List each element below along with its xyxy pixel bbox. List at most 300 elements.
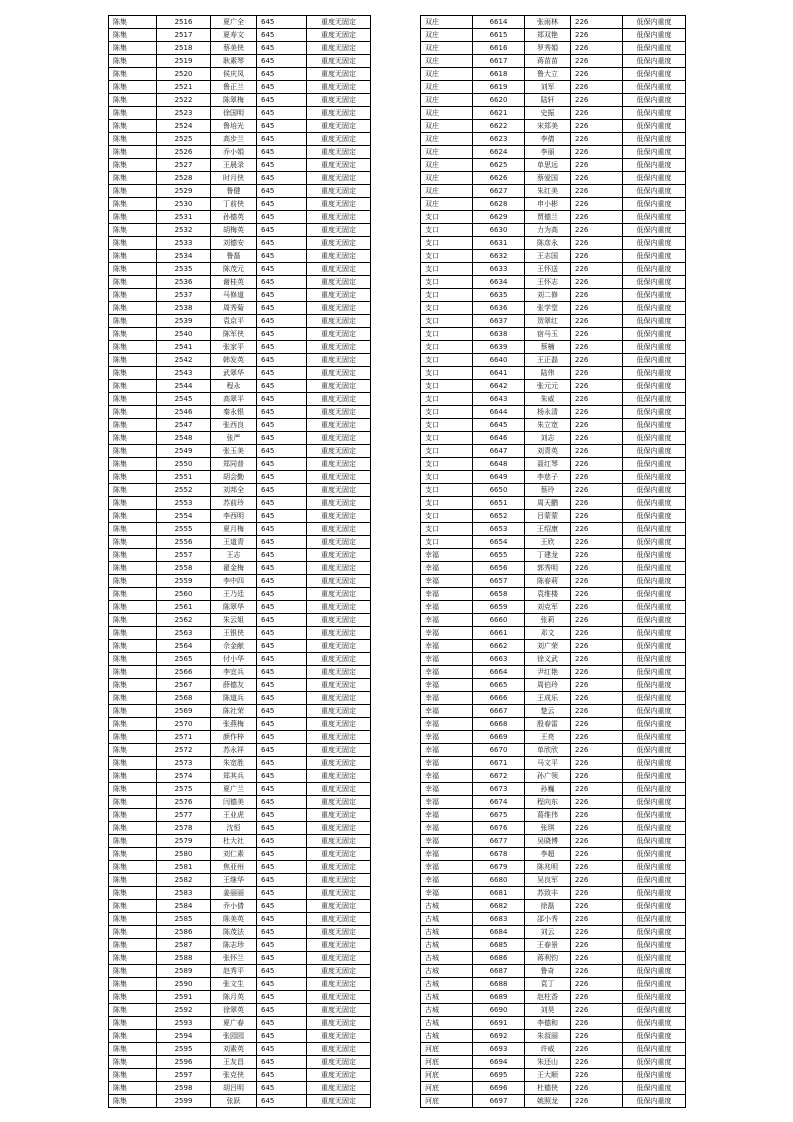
cell-town: 陈集 <box>109 159 157 172</box>
cell-town: 陈集 <box>109 1056 157 1069</box>
cell-category: 低保内重度 <box>623 458 686 471</box>
cell-town: 陈集 <box>109 419 157 432</box>
table-row <box>421 276 686 289</box>
cell-town: 幸福 <box>421 887 473 900</box>
cell-amount: 226 <box>571 770 623 783</box>
cell-town: 幸福 <box>421 744 473 757</box>
cell-amount: 645 <box>257 42 307 55</box>
cell-id: 6668 <box>473 718 525 731</box>
cell-id: 6680 <box>473 874 525 887</box>
cell-category: 低保内重度 <box>623 757 686 770</box>
cell-amount: 226 <box>571 68 623 81</box>
table-row <box>109 549 371 562</box>
cell-amount: 645 <box>257 549 307 562</box>
cell-town: 陈集 <box>109 549 157 562</box>
cell-id: 2533 <box>157 237 211 250</box>
cell-name: 朱叔丽 <box>525 1030 571 1043</box>
cell-amount: 645 <box>257 16 307 29</box>
table-row <box>421 81 686 94</box>
cell-amount: 226 <box>571 991 623 1004</box>
cell-category: 低保内重度 <box>623 809 686 822</box>
table-row <box>109 731 371 744</box>
cell-category: 低保内重度 <box>623 276 686 289</box>
cell-amount: 645 <box>257 744 307 757</box>
cell-category: 低保内重度 <box>623 133 686 146</box>
cell-id: 6670 <box>473 744 525 757</box>
cell-category: 低保内重度 <box>623 913 686 926</box>
cell-name: 胡会勤 <box>211 471 257 484</box>
cell-category: 重度无固定 <box>307 380 371 393</box>
cell-amount: 645 <box>257 302 307 315</box>
cell-category: 重度无固定 <box>307 874 371 887</box>
cell-id: 6648 <box>473 458 525 471</box>
cell-category: 低保内重度 <box>623 926 686 939</box>
cell-name: 杜大社 <box>211 835 257 848</box>
cell-town: 陈集 <box>109 913 157 926</box>
cell-town: 陈集 <box>109 705 157 718</box>
cell-id: 2527 <box>157 159 211 172</box>
cell-category: 重度无固定 <box>307 575 371 588</box>
cell-town: 支口 <box>421 432 473 445</box>
table-row <box>421 159 686 172</box>
cell-amount: 645 <box>257 718 307 731</box>
cell-name: 陈军侠 <box>211 328 257 341</box>
cell-name: 张燕梅 <box>211 718 257 731</box>
cell-amount: 645 <box>257 900 307 913</box>
table-row <box>109 1043 371 1056</box>
cell-name: 张园园 <box>211 1030 257 1043</box>
cell-name: 丁前侠 <box>211 198 257 211</box>
cell-category: 低保内重度 <box>623 107 686 120</box>
cell-name: 王正磊 <box>525 354 571 367</box>
table-row <box>109 211 371 224</box>
cell-category: 重度无固定 <box>307 1069 371 1082</box>
cell-id: 2546 <box>157 406 211 419</box>
cell-name: 郑其兵 <box>211 770 257 783</box>
cell-category: 低保内重度 <box>623 224 686 237</box>
cell-id: 6693 <box>473 1043 525 1056</box>
cell-category: 低保内重度 <box>623 952 686 965</box>
cell-town: 陈集 <box>109 926 157 939</box>
cell-name: 王怀送 <box>525 263 571 276</box>
cell-category: 低保内重度 <box>623 900 686 913</box>
cell-name: 韩发英 <box>211 354 257 367</box>
cell-town: 陈集 <box>109 432 157 445</box>
cell-name: 苏致丰 <box>525 887 571 900</box>
cell-town: 陈集 <box>109 276 157 289</box>
table-row <box>109 133 371 146</box>
cell-id: 2520 <box>157 68 211 81</box>
cell-name: 朱立宽 <box>525 419 571 432</box>
cell-id: 2549 <box>157 445 211 458</box>
cell-category: 重度无固定 <box>307 198 371 211</box>
table-row <box>421 133 686 146</box>
cell-amount: 645 <box>257 510 307 523</box>
cell-town: 陈集 <box>109 237 157 250</box>
cell-town: 幸福 <box>421 692 473 705</box>
cell-name: 王大顺 <box>525 1069 571 1082</box>
cell-id: 6640 <box>473 354 525 367</box>
cell-town: 古城 <box>421 965 473 978</box>
cell-town: 陈集 <box>109 601 157 614</box>
cell-id: 2544 <box>157 380 211 393</box>
cell-town: 河底 <box>421 1095 473 1108</box>
cell-name: 力为高 <box>525 224 571 237</box>
cell-category: 低保内重度 <box>623 978 686 991</box>
cell-name: 蔡美侠 <box>211 42 257 55</box>
cell-id: 2561 <box>157 601 211 614</box>
cell-name: 高步兰 <box>211 133 257 146</box>
cell-amount: 226 <box>571 146 623 159</box>
cell-amount: 645 <box>257 94 307 107</box>
table-row <box>109 458 371 471</box>
cell-id: 2542 <box>157 354 211 367</box>
cell-name: 朱云姐 <box>211 614 257 627</box>
cell-amount: 226 <box>571 614 623 627</box>
cell-amount: 645 <box>257 1004 307 1017</box>
table-row <box>109 250 371 263</box>
cell-category: 重度无固定 <box>307 432 371 445</box>
cell-category: 低保内重度 <box>623 549 686 562</box>
cell-category: 重度无固定 <box>307 718 371 731</box>
cell-category: 低保内重度 <box>623 315 686 328</box>
cell-category: 重度无固定 <box>307 913 371 926</box>
cell-amount: 645 <box>257 640 307 653</box>
cell-id: 2584 <box>157 900 211 913</box>
table-row <box>421 1043 686 1056</box>
cell-id: 2577 <box>157 809 211 822</box>
cell-amount: 226 <box>571 1082 623 1095</box>
cell-name: 孙广领 <box>525 770 571 783</box>
cell-amount: 645 <box>257 835 307 848</box>
cell-town: 支口 <box>421 458 473 471</box>
cell-category: 重度无固定 <box>307 757 371 770</box>
cell-amount: 226 <box>571 419 623 432</box>
cell-category: 低保内重度 <box>623 939 686 952</box>
table-row <box>109 1030 371 1043</box>
cell-category: 重度无固定 <box>307 510 371 523</box>
table-row <box>109 380 371 393</box>
cell-amount: 226 <box>571 16 623 29</box>
cell-category: 重度无固定 <box>307 731 371 744</box>
cell-town: 陈集 <box>109 666 157 679</box>
cell-amount: 645 <box>257 653 307 666</box>
cell-category: 低保内重度 <box>623 965 686 978</box>
cell-category: 低保内重度 <box>623 120 686 133</box>
cell-amount: 226 <box>571 29 623 42</box>
cell-town: 双庄 <box>421 159 473 172</box>
table-row <box>109 666 371 679</box>
cell-town: 支口 <box>421 302 473 315</box>
cell-id: 2552 <box>157 484 211 497</box>
cell-town: 陈集 <box>109 874 157 887</box>
cell-town: 陈集 <box>109 614 157 627</box>
cell-town: 双庄 <box>421 107 473 120</box>
table-row <box>421 770 686 783</box>
cell-amount: 645 <box>257 341 307 354</box>
table-row <box>421 861 686 874</box>
cell-id: 2596 <box>157 1056 211 1069</box>
cell-town: 陈集 <box>109 1095 157 1108</box>
cell-amount: 645 <box>257 211 307 224</box>
cell-town: 双庄 <box>421 94 473 107</box>
cell-id: 6655 <box>473 549 525 562</box>
cell-town: 支口 <box>421 367 473 380</box>
cell-name: 夏寿文 <box>211 29 257 42</box>
table-row <box>421 237 686 250</box>
cell-amount: 226 <box>571 159 623 172</box>
table-row <box>421 536 686 549</box>
cell-category: 低保内重度 <box>623 68 686 81</box>
cell-amount: 645 <box>257 1095 307 1108</box>
cell-amount: 226 <box>571 94 623 107</box>
cell-category: 低保内重度 <box>623 510 686 523</box>
cell-category: 低保内重度 <box>623 432 686 445</box>
cell-town: 双庄 <box>421 16 473 29</box>
cell-id: 6666 <box>473 692 525 705</box>
cell-town: 陈集 <box>109 588 157 601</box>
cell-amount: 226 <box>571 653 623 666</box>
cell-name: 闫德美 <box>211 796 257 809</box>
cell-category: 低保内重度 <box>623 445 686 458</box>
cell-category: 重度无固定 <box>307 952 371 965</box>
cell-amount: 645 <box>257 393 307 406</box>
cell-town: 河底 <box>421 1082 473 1095</box>
table-row <box>421 263 686 276</box>
cell-name: 蒋苗苗 <box>525 55 571 68</box>
cell-name: 朱红美 <box>525 185 571 198</box>
cell-town: 古城 <box>421 1030 473 1043</box>
cell-category: 重度无固定 <box>307 822 371 835</box>
cell-town: 支口 <box>421 523 473 536</box>
cell-id: 2562 <box>157 614 211 627</box>
cell-id: 6635 <box>473 289 525 302</box>
cell-category: 低保内重度 <box>623 1069 686 1082</box>
cell-category: 重度无固定 <box>307 835 371 848</box>
cell-amount: 226 <box>571 1043 623 1056</box>
cell-id: 6690 <box>473 1004 525 1017</box>
cell-town: 支口 <box>421 341 473 354</box>
cell-id: 6615 <box>473 29 525 42</box>
cell-name: 赵秀平 <box>211 965 257 978</box>
cell-name: 孙巍 <box>525 783 571 796</box>
cell-name: 张学堂 <box>525 302 571 315</box>
cell-category: 低保内重度 <box>623 250 686 263</box>
right-table <box>420 15 686 1108</box>
cell-category: 低保内重度 <box>623 640 686 653</box>
cell-amount: 645 <box>257 1043 307 1056</box>
table-row <box>421 848 686 861</box>
table-row <box>109 1082 371 1095</box>
table-row <box>109 497 371 510</box>
cell-town: 陈集 <box>109 250 157 263</box>
table-row <box>109 783 371 796</box>
cell-name: 殷春雷 <box>525 718 571 731</box>
cell-id: 2587 <box>157 939 211 952</box>
table-row <box>109 42 371 55</box>
cell-town: 陈集 <box>109 1082 157 1095</box>
cell-id: 2593 <box>157 1017 211 1030</box>
cell-amount: 226 <box>571 861 623 874</box>
cell-name: 夏月梅 <box>211 523 257 536</box>
cell-amount: 645 <box>257 991 307 1004</box>
cell-town: 陈集 <box>109 172 157 185</box>
table-row <box>109 29 371 42</box>
table-row <box>109 718 371 731</box>
cell-name: 邓文 <box>525 627 571 640</box>
cell-id: 6626 <box>473 172 525 185</box>
cell-category: 重度无固定 <box>307 276 371 289</box>
cell-amount: 645 <box>257 120 307 133</box>
cell-town: 陈集 <box>109 1030 157 1043</box>
table-row <box>421 835 686 848</box>
cell-name: 张莉 <box>525 614 571 627</box>
cell-category: 低保内重度 <box>623 29 686 42</box>
table-row <box>421 809 686 822</box>
cell-town: 陈集 <box>109 471 157 484</box>
cell-id: 2563 <box>157 627 211 640</box>
table-row <box>421 1017 686 1030</box>
cell-category: 低保内重度 <box>623 822 686 835</box>
cell-name: 李丽 <box>525 146 571 159</box>
cell-name: 时月侠 <box>211 172 257 185</box>
cell-amount: 645 <box>257 263 307 276</box>
cell-amount: 226 <box>571 939 623 952</box>
cell-id: 2582 <box>157 874 211 887</box>
cell-amount: 226 <box>571 978 623 991</box>
cell-name: 陆轩 <box>525 94 571 107</box>
cell-id: 2559 <box>157 575 211 588</box>
table-row <box>421 588 686 601</box>
cell-town: 陈集 <box>109 55 157 68</box>
table-row <box>421 874 686 887</box>
cell-name: 周天鹏 <box>525 497 571 510</box>
cell-amount: 226 <box>571 887 623 900</box>
cell-name: 李中四 <box>211 575 257 588</box>
cell-name: 贺翠红 <box>525 315 571 328</box>
cell-name: 焦亚州 <box>211 861 257 874</box>
cell-town: 古城 <box>421 913 473 926</box>
cell-amount: 645 <box>257 809 307 822</box>
cell-id: 2556 <box>157 536 211 549</box>
table-row <box>109 510 371 523</box>
cell-amount: 645 <box>257 146 307 159</box>
cell-category: 低保内重度 <box>623 406 686 419</box>
cell-category: 重度无固定 <box>307 289 371 302</box>
cell-id: 2557 <box>157 549 211 562</box>
cell-name: 高翠平 <box>211 393 257 406</box>
cell-name: 沈恒 <box>211 822 257 835</box>
cell-amount: 226 <box>571 562 623 575</box>
cell-id: 2585 <box>157 913 211 926</box>
cell-category: 低保内重度 <box>623 289 686 302</box>
cell-category: 重度无固定 <box>307 991 371 1004</box>
cell-amount: 645 <box>257 1030 307 1043</box>
cell-town: 陈集 <box>109 94 157 107</box>
table-row <box>421 796 686 809</box>
cell-category: 重度无固定 <box>307 250 371 263</box>
cell-town: 陈集 <box>109 406 157 419</box>
cell-category: 低保内重度 <box>623 705 686 718</box>
cell-name: 李慈子 <box>525 471 571 484</box>
cell-town: 幸福 <box>421 653 473 666</box>
cell-amount: 226 <box>571 42 623 55</box>
cell-amount: 226 <box>571 1056 623 1069</box>
table-row <box>109 341 371 354</box>
cell-town: 陈集 <box>109 315 157 328</box>
cell-town: 陈集 <box>109 939 157 952</box>
cell-id: 2554 <box>157 510 211 523</box>
cell-id: 2543 <box>157 367 211 380</box>
cell-id: 2592 <box>157 1004 211 1017</box>
cell-name: 王道青 <box>211 536 257 549</box>
cell-category: 重度无固定 <box>307 458 371 471</box>
cell-id: 2553 <box>157 497 211 510</box>
table-row <box>109 419 371 432</box>
cell-amount: 226 <box>571 1069 623 1082</box>
table-row <box>421 666 686 679</box>
table-row <box>421 679 686 692</box>
cell-name: 王志国 <box>525 250 571 263</box>
table-row <box>421 146 686 159</box>
cell-town: 陈集 <box>109 380 157 393</box>
cell-town: 支口 <box>421 276 473 289</box>
cell-id: 6643 <box>473 393 525 406</box>
cell-town: 支口 <box>421 289 473 302</box>
cell-name: 杜德侠 <box>525 1082 571 1095</box>
cell-amount: 645 <box>257 926 307 939</box>
table-row <box>109 692 371 705</box>
cell-id: 6673 <box>473 783 525 796</box>
cell-category: 重度无固定 <box>307 536 371 549</box>
cell-id: 6625 <box>473 159 525 172</box>
cell-town: 支口 <box>421 484 473 497</box>
cell-name: 李德和 <box>525 1017 571 1030</box>
cell-town: 幸福 <box>421 588 473 601</box>
table-row <box>109 185 371 198</box>
cell-category: 重度无固定 <box>307 315 371 328</box>
cell-town: 幸福 <box>421 783 473 796</box>
cell-id: 2565 <box>157 653 211 666</box>
cell-town: 陈集 <box>109 510 157 523</box>
cell-name: 袁维楼 <box>525 588 571 601</box>
cell-amount: 226 <box>571 575 623 588</box>
cell-amount: 645 <box>257 354 307 367</box>
cell-name: 徐国明 <box>211 107 257 120</box>
table-row <box>421 68 686 81</box>
cell-id: 2541 <box>157 341 211 354</box>
cell-town: 幸福 <box>421 679 473 692</box>
cell-id: 6695 <box>473 1069 525 1082</box>
cell-town: 支口 <box>421 315 473 328</box>
cell-amount: 645 <box>257 315 307 328</box>
table-row <box>109 601 371 614</box>
cell-category: 重度无固定 <box>307 81 371 94</box>
cell-id: 6627 <box>473 185 525 198</box>
cell-category: 低保内重度 <box>623 198 686 211</box>
cell-name: 王亮 <box>525 731 571 744</box>
cell-name: 陆伟 <box>525 367 571 380</box>
cell-name: 刘素英 <box>211 1043 257 1056</box>
cell-category: 低保内重度 <box>623 991 686 1004</box>
cell-id: 6644 <box>473 406 525 419</box>
table-row <box>421 965 686 978</box>
cell-town: 陈集 <box>109 29 157 42</box>
cell-id: 2517 <box>157 29 211 42</box>
cell-name: 程永 <box>211 380 257 393</box>
table-row <box>421 900 686 913</box>
cell-name: 郑双艳 <box>525 29 571 42</box>
